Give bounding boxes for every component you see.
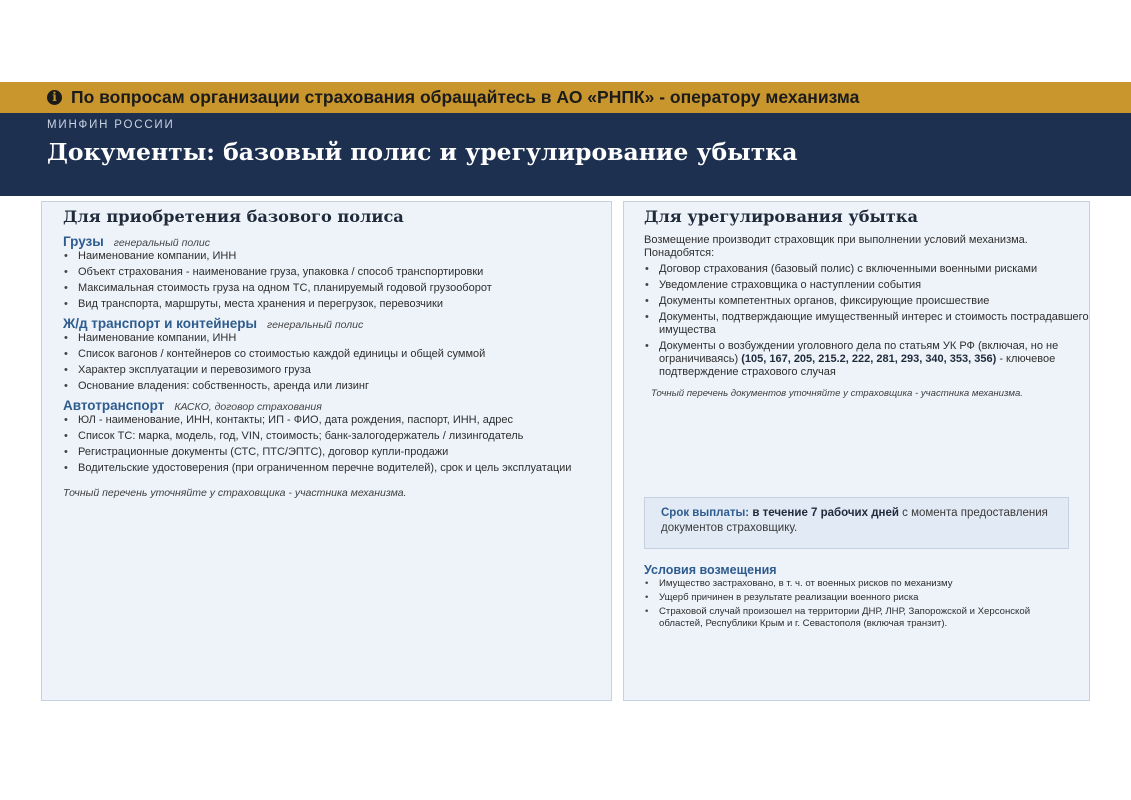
cargo-list xyxy=(63,250,611,311)
page-title: Документы: базовый полис и урегулирование убытка xyxy=(47,138,798,166)
list-item: • Вид транспорта, маршруты, места хранения и перегрузок, перевозчики xyxy=(63,298,611,311)
list-item: • Водительские удостоверения (при ограниченном перечне водителей), срок и цель эксплуатации xyxy=(63,462,611,475)
claims-intro: Возмещение производит страховщик при выполнении условий механизма. Понадобятся: xyxy=(644,234,1028,259)
list-item: • Наименование компании, ИНН xyxy=(63,332,611,345)
claims-panel xyxy=(623,201,1090,701)
payout-label: Срок выплаты: xyxy=(661,507,750,519)
list-item: • Характер эксплуатации и перевозимого груза xyxy=(63,364,611,377)
auto-list xyxy=(63,414,611,475)
list-item: • ЮЛ - наименование, ИНН, контакты; ИП - ФИО, дата рождения, паспорт, ИНН, адрес xyxy=(63,414,611,427)
list-item: • Список вагонов / контейнеров со стоимостью каждой единицы и общей суммой xyxy=(63,348,611,361)
page-header xyxy=(0,113,1131,196)
policy-note: Точный перечень уточняйте у страховщика - участника механизма. xyxy=(63,487,407,499)
conditions-block xyxy=(644,563,1064,632)
criminal-case-tail: - ключевое подтверждение страхового случая xyxy=(659,353,1056,378)
payout-value: в течение 7 рабочих дней xyxy=(752,507,899,519)
section-auto xyxy=(63,398,611,413)
payout-callout xyxy=(644,497,1069,549)
list-item: • Документы, подтверждающие имущественный интерес и стоимость пострадавшего имущества xyxy=(644,311,1089,337)
section-title: Ж/д транспорт и контейнеры xyxy=(63,316,258,331)
banner-text: По вопросам организации страхования обращайтесь в АО «РНПК» - оператору механизма xyxy=(71,87,860,107)
claims-panel-title: Для урегулирования убытка xyxy=(644,207,918,226)
list-item: • Наименование компании, ИНН xyxy=(63,250,611,263)
list-item: • Имущество застраховано, в т. ч. от военных рисков по механизму xyxy=(644,578,1064,590)
list-item: • Договор страхования (базовый полис) с включенными военными рисками xyxy=(644,263,1089,276)
criminal-articles: (105, 167, 205, 215.2, 222, 281, 293, 340, 353, 356) xyxy=(741,353,997,365)
section-title: Грузы xyxy=(63,234,104,249)
list-item: • Основание владения: собственность, аренда или лизинг xyxy=(63,380,611,393)
contact-banner xyxy=(0,82,1131,113)
list-item: • Страховой случай произошел на территории ДНР, ЛНР, Запорожской и Херсонской областей, Республики Крым и г. Севастополя (включая транзит). xyxy=(644,606,1064,630)
railway-list xyxy=(63,332,611,393)
section-subtitle: генеральный полис xyxy=(267,319,364,331)
claims-documents-list xyxy=(644,263,1089,379)
conditions-title: Условия возмещения xyxy=(644,563,777,577)
criminal-case-text: Документы о возбуждении уголовного дела по статьям УК РФ (включая, но не ограничиваясь) xyxy=(659,340,1059,365)
list-item: • Документы компетентных органов, фиксирующие происшествие xyxy=(644,295,1089,308)
info-icon: i xyxy=(47,90,62,105)
section-cargo xyxy=(63,234,611,249)
policy-panel xyxy=(41,201,612,701)
org-label: МИНФИН РОССИИ xyxy=(47,119,175,131)
claims-note: Точный перечень документов уточняйте у страховщика - участника механизма. xyxy=(651,388,1023,399)
list-item: • Регистрационные документы (СТС, ПТС/ЭПТС), договор купли-продажи xyxy=(63,446,611,459)
section-subtitle: генеральный полис xyxy=(113,237,210,249)
list-item: • Список ТС: марка, модель, год, VIN, стоимость; банк-залогодержатель / лизингодатель xyxy=(63,430,611,443)
criminal-case-item xyxy=(644,340,1089,379)
conditions-list xyxy=(644,578,1064,630)
list-item: • Максимальная стоимость груза на одном ТС, планируемый годовой грузооборот xyxy=(63,282,611,295)
payout-text: с момента предоставления документов страховщику. xyxy=(661,507,1048,534)
section-subtitle: КАСКО, договор страхования xyxy=(174,401,322,413)
list-item: • Уведомление страховщика о наступлении события xyxy=(644,279,1089,292)
list-item: • Ущерб причинен в результате реализации военного риска xyxy=(644,592,1064,604)
section-railway xyxy=(63,316,611,331)
section-title: Автотранспорт xyxy=(63,398,165,413)
policy-panel-title: Для приобретения базового полиса xyxy=(63,207,404,226)
list-item: • Объект страхования - наименование груза, упаковка / способ транспортировки xyxy=(63,266,611,279)
